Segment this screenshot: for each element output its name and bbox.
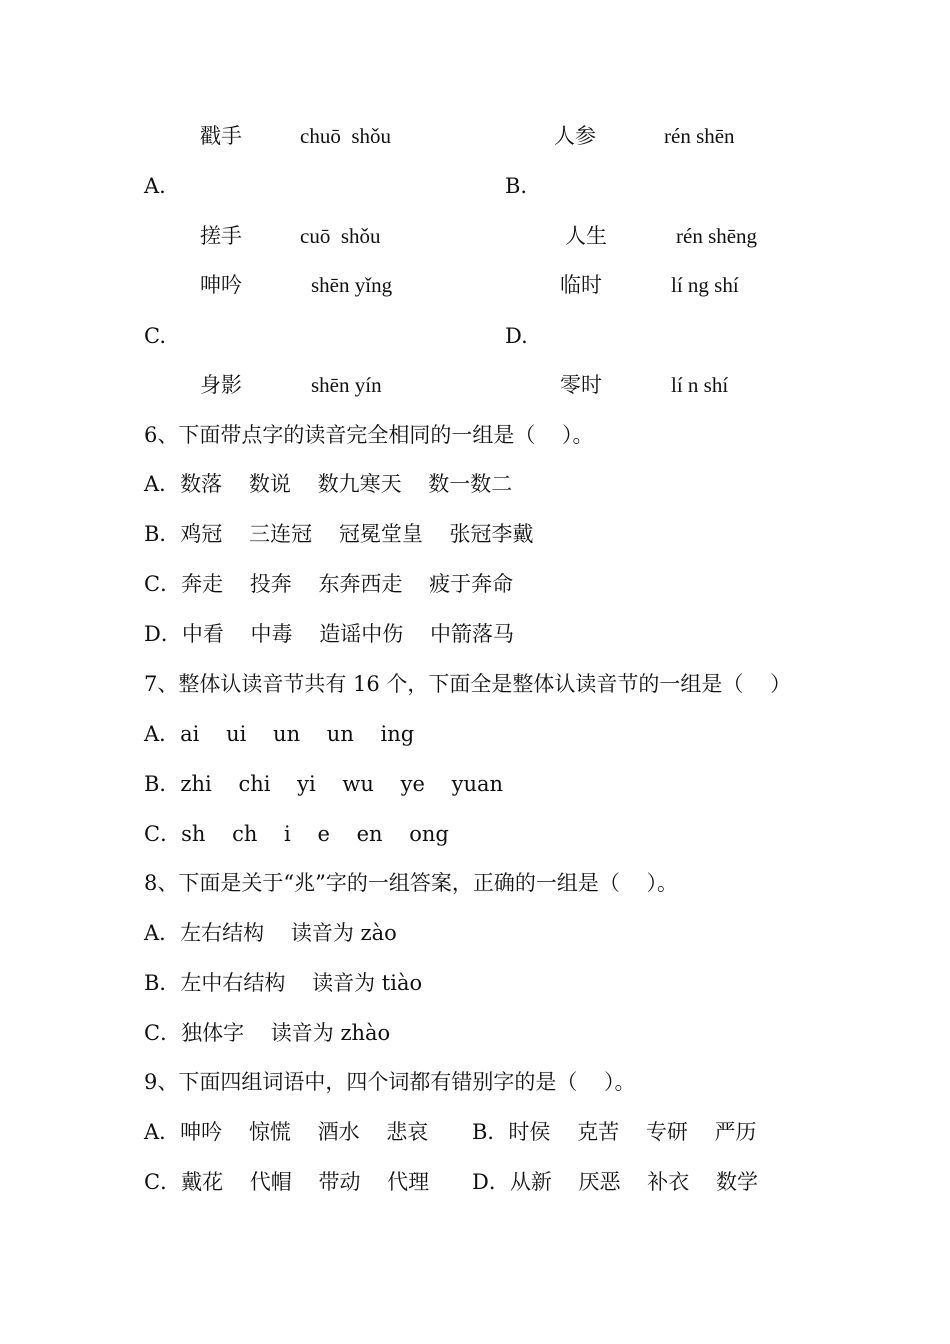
q5-d-word-2: 零时 xyxy=(560,373,602,397)
q5-d-pinyin-2: lí n shí xyxy=(671,373,729,397)
q9-stem: 9、下面四组词语中，四个词都有错别字的是（ ）。 xyxy=(144,1070,636,1094)
q5-d-word-1: 临时 xyxy=(560,273,602,297)
q5-b-word-1: 人参 xyxy=(554,124,596,148)
q5-c-word-2: 身影 xyxy=(200,373,242,397)
q9-option-a: A．呻吟 惊慌 酒水 悲哀 xyxy=(144,1120,429,1144)
q5-b-word-2: 人生 xyxy=(565,224,607,248)
q5-a-word-2: 搓手 xyxy=(200,224,242,248)
q5-d-pinyin-1: lí ng shí xyxy=(671,273,739,297)
q5-a-letter: A. xyxy=(144,174,166,198)
q8-option-c: C．独体字 读音为 zhào xyxy=(144,1021,391,1045)
q5-c-pinyin-2: shēn yín xyxy=(311,373,382,397)
q9-option-b: B．时侯 克苦 专研 严历 xyxy=(472,1120,757,1144)
q7-option-c: C．sh ch i e en ong xyxy=(144,822,449,846)
q5-c-letter: C. xyxy=(144,324,166,348)
q5-b-pinyin-1: rén shēn xyxy=(664,124,735,148)
q5-a-pinyin-2: cuō shǒu xyxy=(300,224,381,248)
q6-option-b: B．鸡冠 三连冠 冠冕堂皇 张冠李戴 xyxy=(144,522,534,546)
q9-option-c: C．戴花 代帽 带动 代理 xyxy=(144,1170,430,1194)
q7-option-b: B．zhi chi yi wu ye yuan xyxy=(144,772,504,796)
q6-option-a: A．数落 数说 数九寒天 数一数二 xyxy=(144,472,513,496)
q5-a-pinyin-1: chuō shǒu xyxy=(300,124,391,148)
q8-option-a: A．左右结构 读音为 zào xyxy=(144,921,397,945)
q7-option-a: A．ai ui un un ing xyxy=(144,722,415,746)
q5-c-word-1: 呻吟 xyxy=(200,273,242,297)
q6-option-c: C．奔走 投奔 东奔西走 疲于奔命 xyxy=(144,572,514,596)
q8-option-b: B．左中右结构 读音为 tiào xyxy=(144,971,423,995)
q6-stem: 6、下面带点字的读音完全相同的一组是（ ）。 xyxy=(144,423,594,447)
q8-stem: 8、下面是关于“兆”字的一组答案，正确的一组是（ ）。 xyxy=(144,871,679,895)
q9-option-d: D．从新 厌恶 补衣 数学 xyxy=(472,1170,758,1194)
q5-a-word-1: 戳手 xyxy=(200,124,242,148)
q5-b-pinyin-2: rén shēng xyxy=(676,224,758,248)
q6-option-d: D．中看 中毒 造谣中伤 中箭落马 xyxy=(144,622,514,646)
q7-stem: 7、整体认读音节共有 16 个，下面全是整体认读音节的一组是（ ） xyxy=(144,672,792,696)
q5-c-pinyin-1: shēn yǐng xyxy=(311,273,393,297)
q5-d-letter: D. xyxy=(505,324,528,348)
q5-b-letter: B. xyxy=(505,174,528,198)
